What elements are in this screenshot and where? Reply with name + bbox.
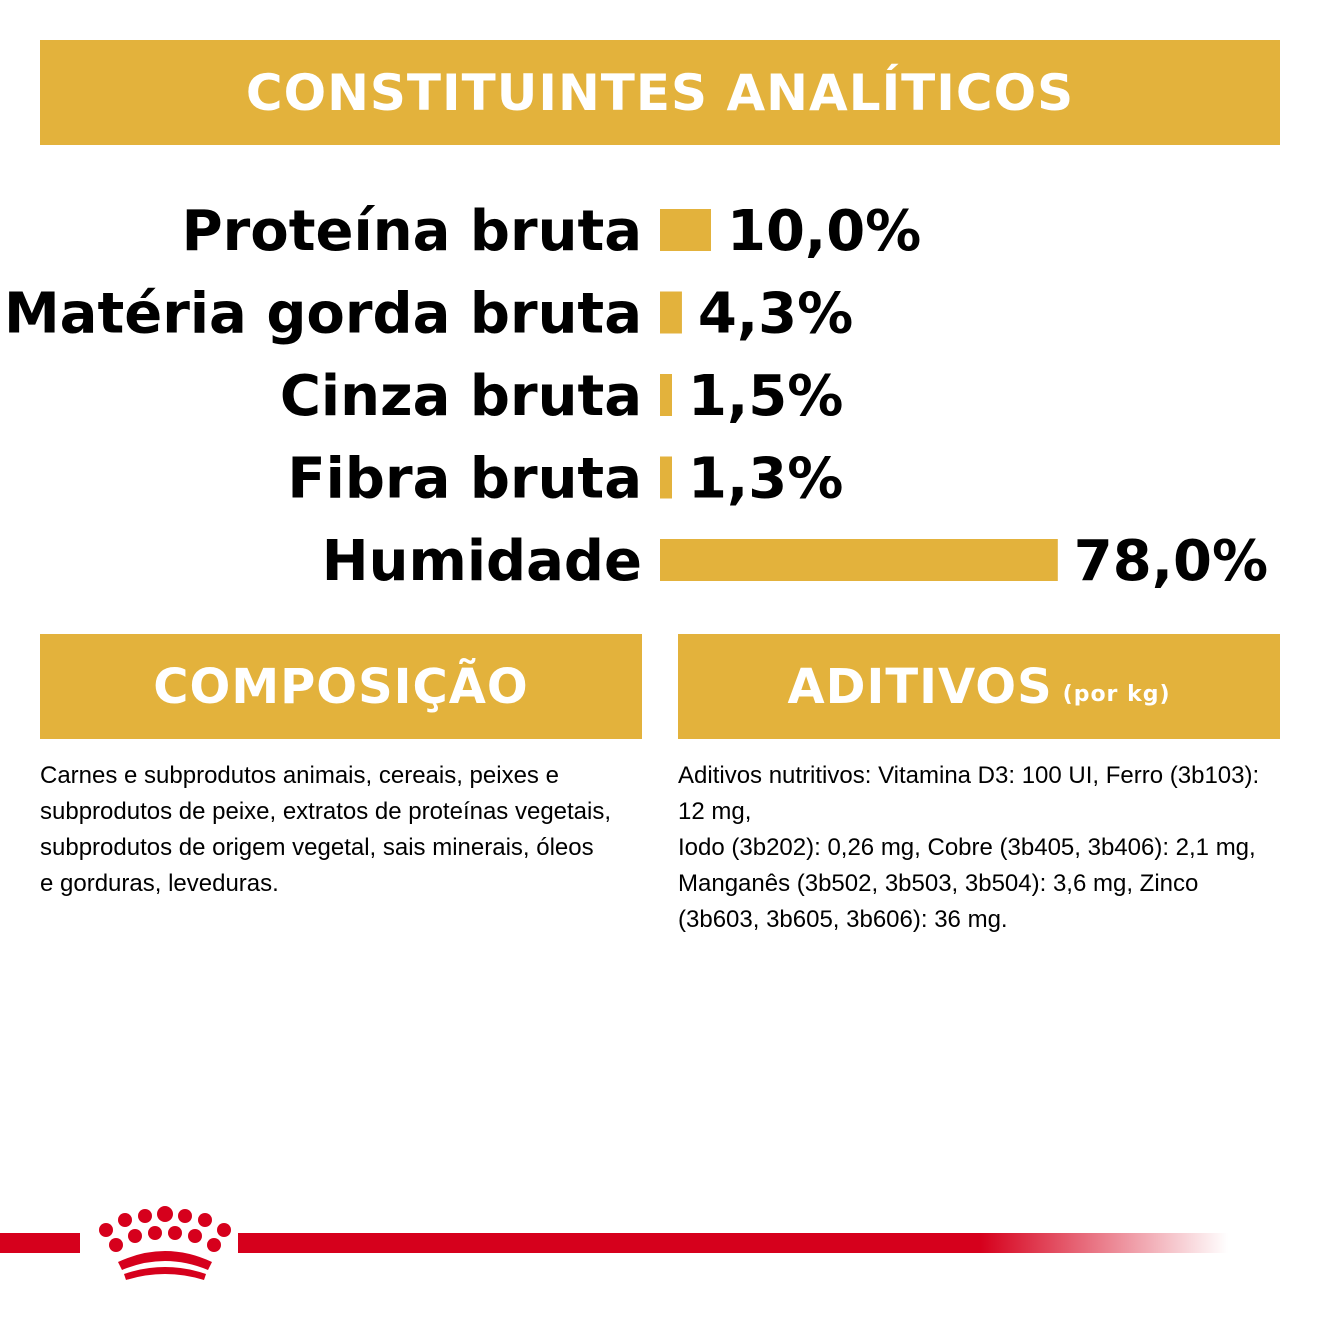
section-title-constituintes — [40, 40, 1280, 145]
category-label: Cinza bruta — [279, 364, 642, 429]
brand-footer — [0, 1200, 1320, 1290]
crown-logo-icon — [99, 1206, 231, 1280]
bar — [660, 457, 672, 499]
aditivos-title: ADITIVOS — [787, 658, 1053, 715]
section-title-composicao — [40, 634, 642, 739]
bar — [660, 374, 672, 416]
aditivos-subtitle: (por kg) — [1062, 682, 1171, 707]
section-title-aditivos — [678, 634, 1280, 739]
aditivos-text: Aditivos nutritivos: Vitamina D3: 100 UI, Ferro (3b103): 12 mg, Iodo (3b202): 0,26 mg, Cobre (3b405, 3b406): 2,1 mg, Manganês (3b502, 3b503, 3b504): 3,6 mg, Zinco (3b603, 3b605, 3b606): 36 mg. — [678, 762, 1260, 933]
bar — [660, 209, 711, 251]
bar — [660, 292, 682, 334]
category-label: Matéria gorda bruta — [3, 281, 642, 347]
brand-line-right — [238, 1233, 1228, 1253]
value-label: 10,0% — [727, 199, 922, 264]
bar — [660, 539, 1058, 581]
value-label: 1,3% — [688, 446, 844, 512]
value-label: 1,5% — [688, 364, 844, 429]
brand-line-left — [0, 1233, 80, 1253]
section-title-text: CONSTITUINTES ANALÍTICOS — [245, 63, 1075, 122]
composicao-text: Carnes e subprodutos animais, cereais, peixes e subprodutos de peixe, extratos de proteínas vegetais, subprodutos de origem vegetal, sais minerais, óleos e gorduras, leveduras. — [40, 762, 612, 897]
composicao-title: COMPOSIÇÃO — [153, 658, 529, 715]
category-label: Proteína bruta — [181, 199, 642, 264]
category-label: Fibra bruta — [287, 446, 642, 512]
value-label: 4,3% — [697, 281, 854, 347]
value-label: 78,0% — [1073, 529, 1269, 594]
category-label: Humidade — [321, 529, 642, 594]
analytical-bar-chart — [0, 180, 1320, 600]
